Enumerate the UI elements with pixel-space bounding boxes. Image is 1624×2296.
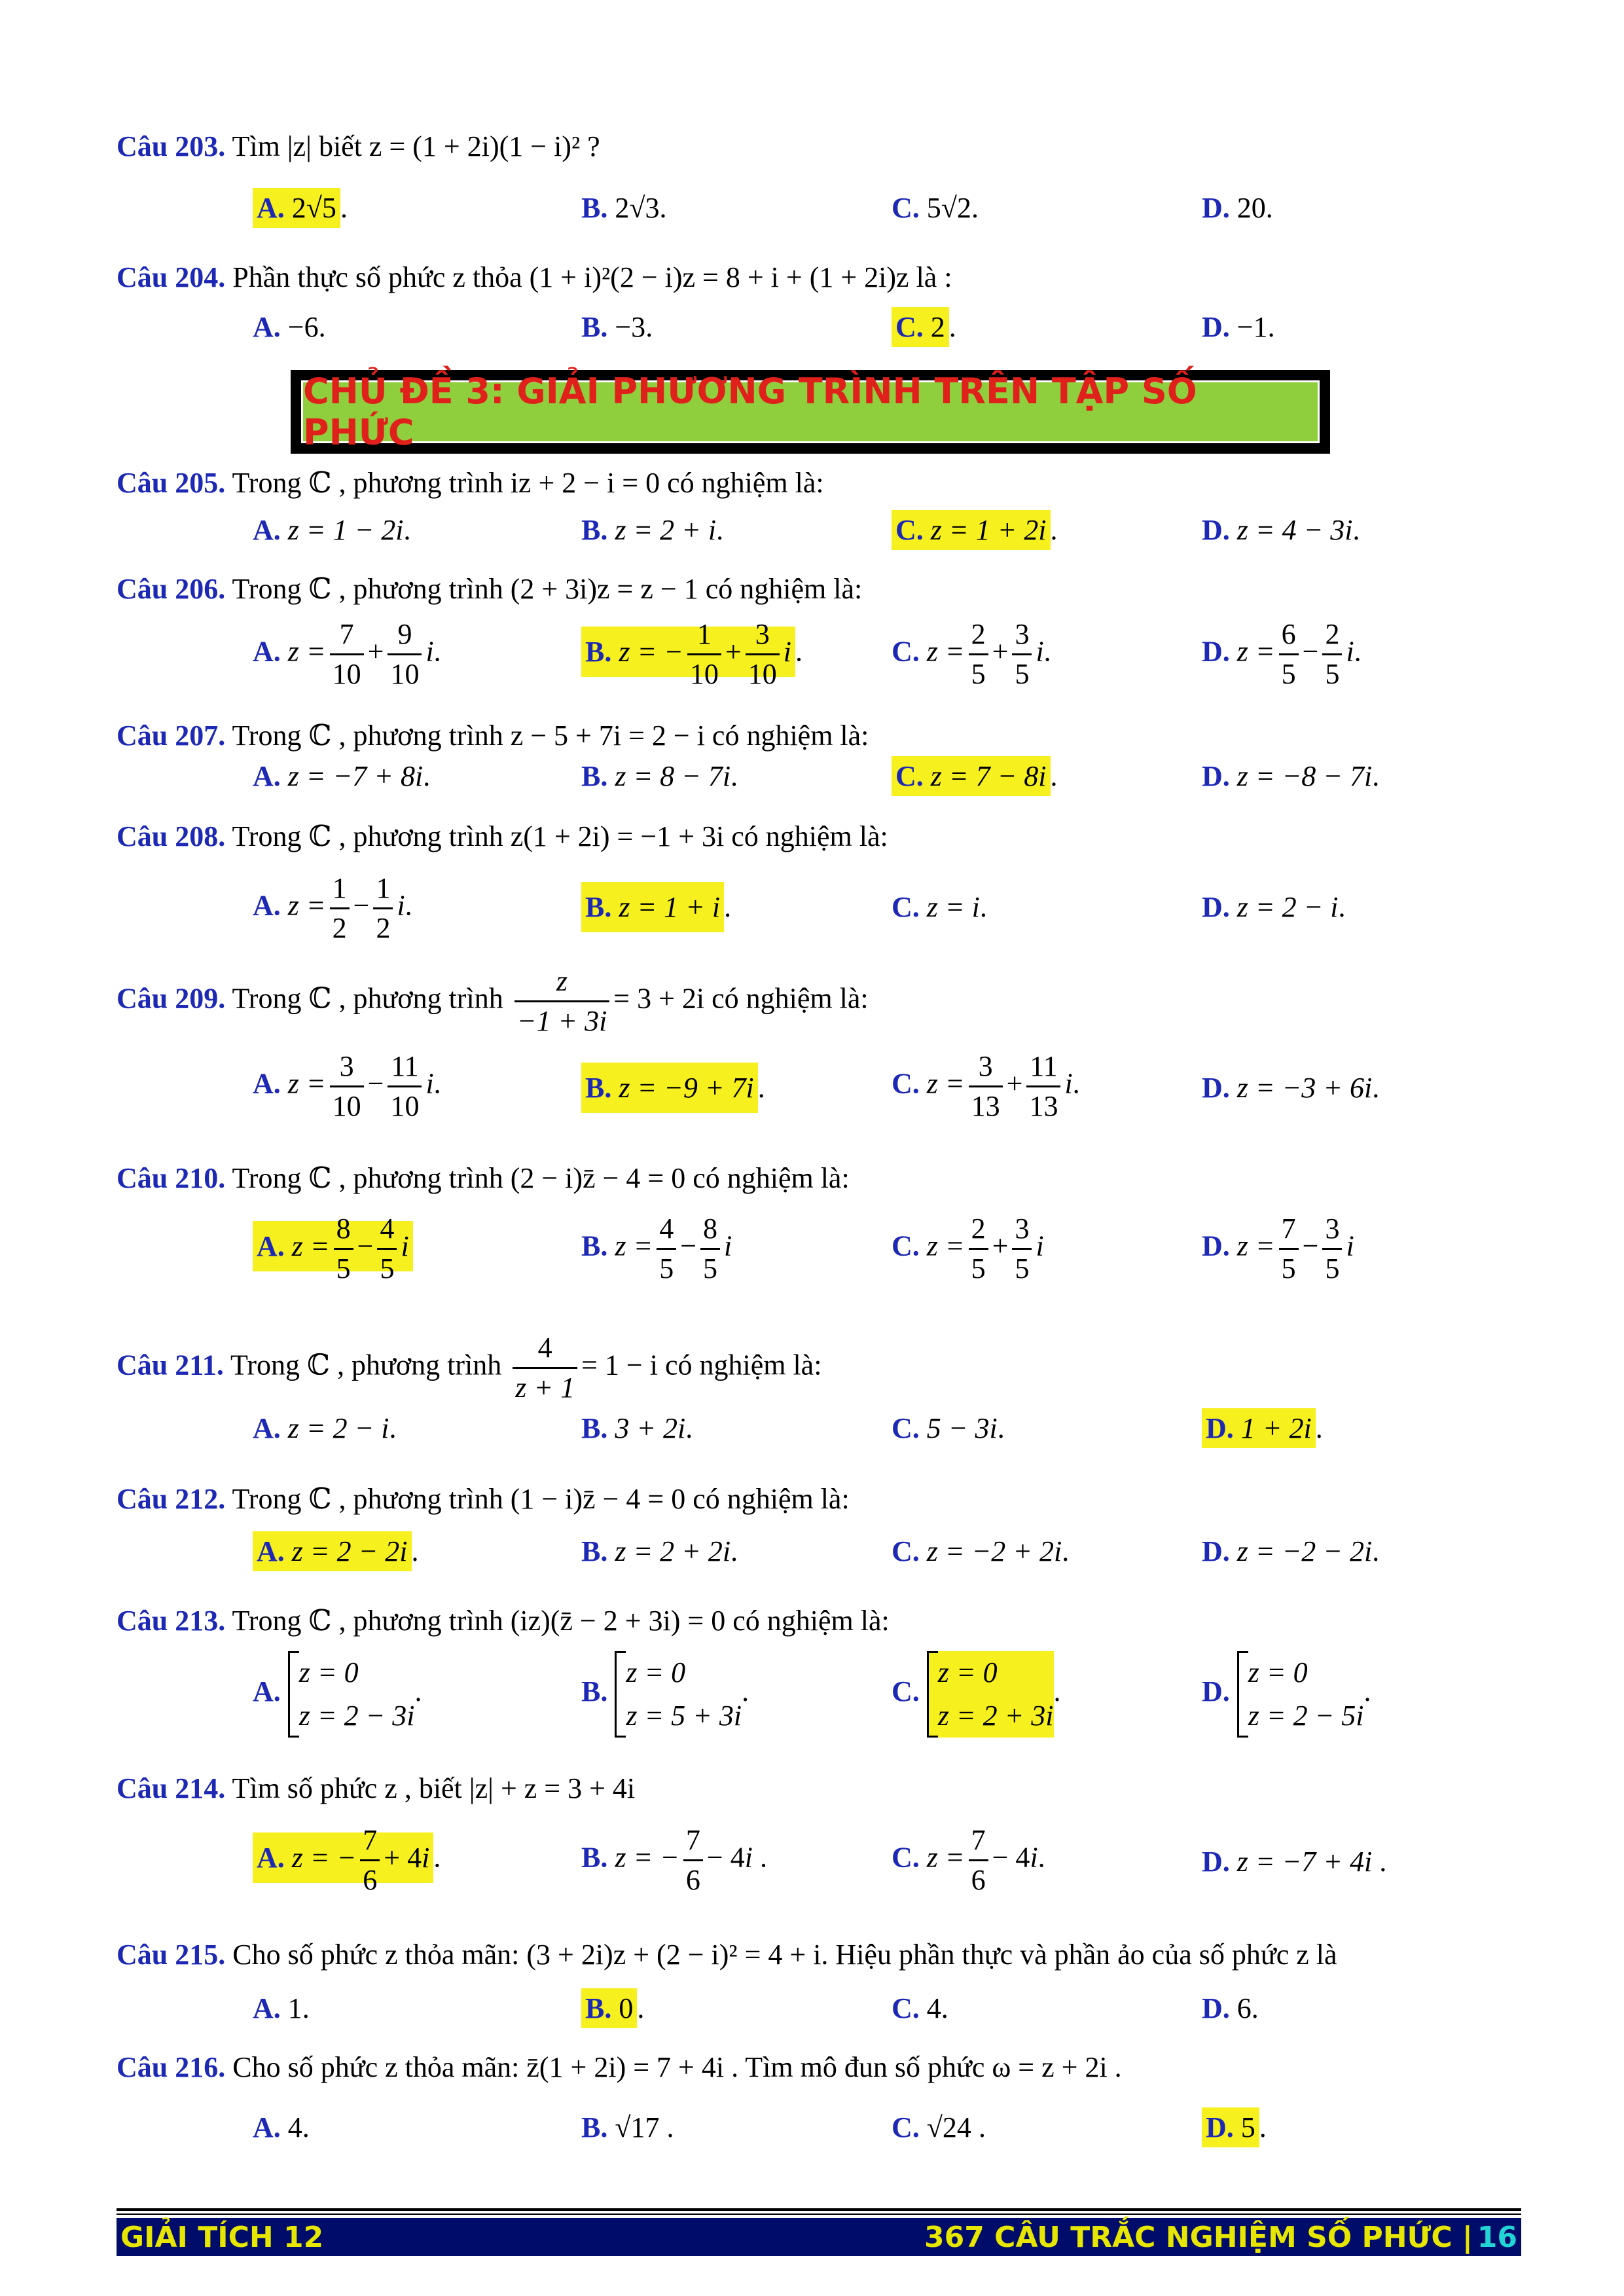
option-d[interactable]: D. −1. [1202, 311, 1275, 343]
option-c[interactable]: C. z = −2 + 2i. [892, 1535, 1070, 1567]
option-a[interactable]: A. 2√5 . [253, 190, 348, 227]
option-b[interactable]: B. z = $\frac{4}{5}$ − $\frac{8}{5}$ i [581, 1210, 732, 1288]
option-b[interactable]: B. z = − $\frac{7}{6}$ − 4i . [581, 1821, 767, 1899]
option-a[interactable]: A. z = 2 − 2i . [253, 1533, 419, 1570]
option-c[interactable]: C. z = 7 − 8i . [892, 758, 1058, 795]
option-c[interactable]: C. z = $\frac{2}{5}$ + $\frac{3}{5}$ i [892, 1210, 1044, 1288]
question-208: Câu 208. Trong ℂ , phương trình z(1 + 2i) = −1 + 3i có nghiệm là: [117, 820, 888, 852]
option-d[interactable]: D. z = $\frac{7}{5}$ − $\frac{3}{5}$ i [1202, 1210, 1354, 1288]
question-212: Câu 212. Trong ℂ , phương trình (1 − i)z̄ − 4 = 0 có nghiệm là: [117, 1483, 850, 1515]
question-210: Câu 210. Trong ℂ , phương trình (2 − i)z̄ − 4 = 0 có nghiệm là: [117, 1162, 850, 1194]
option-c[interactable]: C. 5 − 3i. [892, 1412, 1005, 1444]
option-b[interactable]: B. −3. [581, 311, 653, 343]
option-d[interactable]: D. z = −3 + 6i. [1202, 1072, 1380, 1104]
page-number: 16 [1477, 2221, 1517, 2254]
option-b[interactable]: B. 0 . [581, 1990, 644, 2027]
option-d[interactable]: D. z = −7 + 4i . [1202, 1846, 1387, 1878]
option-d[interactable]: D. z = −8 − 7i. [1202, 760, 1380, 792]
option-c[interactable]: C. √24 . [892, 2111, 986, 2143]
option-c[interactable]: C. 2 . [892, 309, 956, 346]
page-footer [117, 2218, 1521, 2256]
option-d[interactable]: D. z = −2 − 2i. [1202, 1535, 1380, 1567]
option-a[interactable]: A. z = 0 z = 2 − 3i. [253, 1651, 422, 1738]
option-a[interactable]: A. z = $\frac{7}{10}$ + $\frac{9}{10}$ i. [253, 615, 441, 693]
question-203: Câu 203. Tìm |z| biết z = (1 + 2i)(1 − i)² ? [117, 130, 600, 162]
footer-divider-thin [117, 2214, 1521, 2215]
option-b[interactable]: B. 2√3. [581, 192, 667, 224]
option-b[interactable]: B. z = 2 + i. [581, 514, 724, 546]
question-216: Câu 216. Cho số phức z thỏa mãn: z̄(1 + 2i) = 7 + 4i . Tìm mô đun số phức ω = z + 2i . [117, 2051, 1122, 2083]
question-213: Câu 213. Trong ℂ , phương trình (iz)(z̄ − 2 + 3i) = 0 có nghiệm là: [117, 1605, 890, 1637]
option-b[interactable]: B. √17 . [581, 2111, 674, 2143]
option-d[interactable]: D. 1 + 2i . [1202, 1410, 1323, 1447]
option-c[interactable]: C. z = 0 z = 2 + 3i. [892, 1651, 1061, 1738]
option-b[interactable]: B. z = 2 + 2i. [581, 1535, 738, 1567]
option-b[interactable]: B. z = 0 z = 5 + 3i. [581, 1651, 749, 1738]
question-209: Câu 209. Trong ℂ , phương trình $\frac{z}{-1 + 3i}$ = 3 + 2i có nghiệm là: [117, 962, 869, 1040]
option-a[interactable]: A. z = 2 − i. [253, 1412, 397, 1444]
option-a[interactable]: A. z = $\frac{3}{10}$ − $\frac{11}{10}$ i. [253, 1048, 441, 1125]
topic-banner [291, 370, 1330, 454]
option-b[interactable]: B. z = −9 + 7i . [581, 1070, 765, 1106]
question-206: Câu 206. Trong ℂ , phương trình (2 + 3i)z = z − 1 có nghiệm là: [117, 573, 863, 605]
option-d[interactable]: D. 6. [1202, 1992, 1259, 2024]
option-c[interactable]: C. z = 1 + 2i . [892, 512, 1058, 549]
option-a[interactable]: A. z = −7 + 8i. [253, 760, 431, 792]
footer-book-title: 367 CÂU TRẮC NGHIỆM SỐ PHỨC | [924, 2221, 1473, 2254]
question-215: Câu 215. Cho số phức z thỏa mãn: (3 + 2i)z + (2 − i)² = 4 + i. Hiệu phần thực và phần ảo của số phức z là [117, 1939, 1337, 1971]
option-a[interactable]: A. z = $\frac{1}{2}$ − $\frac{1}{2}$ i. [253, 869, 412, 947]
footer-subject: GIẢI TÍCH 12 [120, 2221, 324, 2254]
option-c[interactable]: C. z = $\frac{3}{13}$ + $\frac{11}{13}$ i. [892, 1048, 1080, 1125]
question-204: Câu 204. Phần thực số phức z thỏa (1 + i)²(2 − i)z = 8 + i + (1 + 2i)z là : [117, 261, 952, 293]
option-a[interactable]: A. z = 1 − 2i. [253, 514, 411, 546]
option-a[interactable]: A. 4. [253, 2111, 310, 2143]
option-a[interactable]: A. −6. [253, 311, 326, 343]
option-d[interactable]: D. z = 4 − 3i. [1202, 514, 1360, 546]
option-c[interactable]: C. 5√2. [892, 192, 979, 224]
option-d[interactable]: D. z = 0 z = 2 − 5i. [1202, 1651, 1371, 1738]
option-b[interactable]: B. z = 8 − 7i. [581, 760, 738, 792]
option-c[interactable]: C. z = $\frac{2}{5}$ + $\frac{3}{5}$ i. [892, 615, 1051, 693]
footer-divider [117, 2208, 1521, 2211]
option-d[interactable]: D. 5 . [1202, 2109, 1267, 2146]
option-d[interactable]: D. z = $\frac{6}{5}$ − $\frac{2}{5}$ i. [1202, 615, 1362, 693]
topic-title: CHỦ ĐỀ 3: GIẢI PHƯƠNG TRÌNH TRÊN TẬP SỐ PHỨC [301, 380, 1320, 443]
option-b[interactable]: B. z = − $\frac{1}{10}$ + $\frac{3}{10}$ i . [581, 615, 803, 693]
question-205: Câu 205. Trong ℂ , phương trình iz + 2 − i = 0 có nghiệm là: [117, 467, 824, 499]
question-214: Câu 214. Tìm số phức z , biết |z| + z = 3 + 4i [117, 1772, 636, 1804]
option-c[interactable]: C. z = i. [892, 891, 987, 923]
option-d[interactable]: D. z = 2 − i. [1202, 891, 1346, 923]
option-a[interactable]: A. z = $\frac{8}{5}$ − $\frac{4}{5}$ i [253, 1210, 413, 1288]
question-211: Câu 211. Trong ℂ , phương trình $\frac{4}{z + 1}$ = 1 − i có nghiệm là: [117, 1329, 821, 1407]
question-207: Câu 207. Trong ℂ , phương trình z − 5 + 7i = 2 − i có nghiệm là: [117, 720, 869, 752]
option-c[interactable]: C. 4. [892, 1992, 948, 2024]
option-c[interactable]: C. z = $\frac{7}{6}$ − 4i. [892, 1821, 1045, 1899]
option-b[interactable]: B. 3 + 2i. [581, 1412, 693, 1444]
option-d[interactable]: D. 20. [1202, 192, 1273, 224]
option-b[interactable]: B. z = 1 + i . [581, 889, 731, 926]
option-a[interactable]: A. z = − $\frac{7}{6}$ + 4i . [253, 1821, 441, 1899]
option-a[interactable]: A. 1. [253, 1992, 310, 2024]
question-text: Tìm |z| biết z = (1 + 2i)(1 − i)² ? [232, 130, 600, 162]
